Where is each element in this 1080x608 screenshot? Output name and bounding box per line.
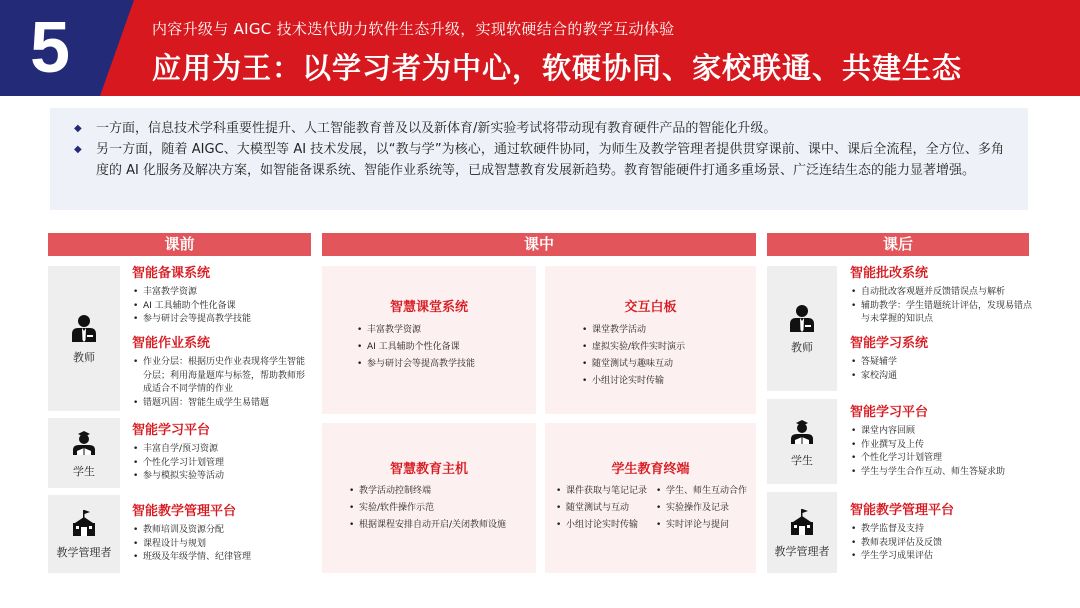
block-smart-lesson-prep: [132, 266, 307, 327]
list-item: • 教学监督及支持: [850, 523, 1032, 537]
list-item: • 课程设计与规划: [132, 538, 307, 552]
block-smart-learning-platform: [850, 405, 1032, 479]
card-interactive-whiteboard: [545, 266, 756, 414]
list-item: • 辅助教学：学生错题统计评估，发现易错点与未掌握的知识点: [850, 300, 1032, 327]
list-item: • 作业分层：根据历史作业表现将学生智能分层；利用海量题库与标签，帮助教师形成适合不同学情的作业: [132, 356, 307, 397]
list-item: • 参与模拟实验等活动: [132, 470, 307, 484]
student-icon: [70, 427, 98, 457]
list-item: • 教学活动控制终端: [348, 483, 506, 500]
list-item: • 丰富教学资源: [356, 322, 475, 339]
list-item: • 学生、师生互动合作: [655, 483, 747, 500]
card-smart-classroom: [322, 266, 536, 414]
role-student: [48, 418, 120, 488]
role-teacher: [767, 266, 837, 391]
teacher-icon: [70, 313, 98, 343]
role-label: 教学管理者: [774, 544, 830, 558]
list-item: • 个性化学习计划管理: [850, 452, 1032, 466]
role-label: 教学管理者: [56, 546, 112, 559]
list-item: • 作业撰写及上传: [850, 439, 1032, 453]
list-item: • 课堂内容回顾: [850, 425, 1032, 439]
block-smart-teaching-management: [132, 504, 307, 565]
list-item: • 随堂测试与趣味互动: [581, 356, 685, 373]
list-item: • AI 工具辅助个性化备课: [132, 300, 307, 314]
list-item: • 实验/软件操作示范: [348, 500, 506, 517]
list-item: • 课堂教学活动: [581, 322, 685, 339]
list-item: • 班级及年级学情、纪律管理: [132, 551, 307, 565]
block-smart-learning-platform: [132, 423, 307, 484]
list-item: • 教师培训及资源分配: [132, 524, 307, 538]
list-item: • 随堂测试与互动: [555, 500, 647, 517]
block-title: 智能学习系统: [850, 336, 929, 351]
block-title: 智能学习平台: [132, 423, 211, 438]
role-teacher: [48, 266, 120, 411]
list-item: • 教师表现评估及反馈: [850, 537, 1032, 551]
block-smart-homework: [132, 336, 307, 410]
card-title: 交互白板: [624, 300, 677, 315]
list-item: • 个性化学习计划管理: [132, 457, 307, 471]
block-title: 智能批改系统: [850, 266, 929, 281]
list-item: • 学生与学生合作互动、师生答疑求助: [850, 466, 1032, 480]
column-header-mid: 课中: [322, 233, 756, 256]
role-admin: [767, 492, 837, 573]
role-label: 教师: [73, 350, 95, 364]
section-number: 5: [29, 8, 71, 88]
section-number-slant: [100, 0, 134, 96]
block-smart-learning-system: [850, 336, 1032, 383]
list-item: • 实验操作及记录: [655, 500, 747, 517]
intro-bullet: ◆ 一方面，信息技术学科重要性提升、人工智能教育普及以及新体育/新实验考试将带动现有教育硬件产品的智能化升级。: [74, 118, 1004, 139]
role-student: [767, 399, 837, 484]
list-item: • 虚拟实验/软件实时演示: [581, 339, 685, 356]
intro-bullet: ◆ 另一方面，随着 AIGC、大模型等 AI 技术发展，以“教与学”为核心，通过软硬件协同，为师生及教学管理者提供贯穿课前、课中、课后全流程，全方位、多角度的 AI 化服务及解决方案，如智能备课系统、智能作业系统等，已成智慧教育发展新趋势。教育智能硬件打通多重场景、广泛连结生态的能力显著增强。: [74, 139, 1004, 181]
page-title: 应用为王：以学习者为中心，软硬协同、家校联通、共建生态: [152, 51, 963, 85]
card-smart-education-host: [322, 423, 536, 573]
list-item: • AI 工具辅助个性化备课: [356, 339, 475, 356]
block-title: 智能教学管理平台: [132, 504, 237, 519]
list-item: • 参与研讨会等提高教学技能: [356, 356, 475, 373]
list-item: • 根据课程安排自动开启/关闭教师设施: [348, 517, 506, 534]
student-icon: [788, 416, 816, 446]
list-item: • 丰富教学资源: [132, 286, 307, 300]
list-item: • 课件获取与笔记记录: [555, 483, 647, 500]
block-title: 智能作业系统: [132, 336, 211, 351]
role-label: 学生: [73, 465, 95, 478]
block-smart-teaching-management: [850, 503, 1032, 564]
list-item: • 错题巩固：智能生成学生易错题: [132, 397, 307, 411]
list-item: • 答疑辅学: [850, 356, 1032, 370]
list-item: • 自动批改客观题并反馈错误点与解析: [850, 286, 1032, 300]
teacher-icon: [788, 303, 816, 333]
list-item: • 小组讨论实时传输: [581, 373, 685, 390]
block-title: 智能备课系统: [132, 266, 211, 281]
page-subtitle: 内容升级与 AIGC 技术迭代助力软件生态升级，实现软硬结合的教学互动体验: [152, 20, 675, 38]
card-student-terminal: [545, 423, 756, 573]
block-smart-grading: [850, 266, 1032, 327]
list-item: • 实时评论与提问: [655, 517, 747, 534]
role-admin: [48, 495, 120, 573]
card-title: 智慧课堂系统: [389, 300, 468, 315]
block-title: 智能学习平台: [850, 405, 929, 420]
column-header-post: 课后: [767, 233, 1029, 256]
list-item: • 家校沟通: [850, 370, 1032, 384]
role-label: 学生: [791, 453, 813, 467]
card-title: 智慧教育主机: [389, 462, 468, 477]
card-title: 学生教育终端: [611, 462, 690, 477]
list-item: • 学生学习成果评估: [850, 550, 1032, 564]
list-item: • 参与研讨会等提高教学技能: [132, 313, 307, 327]
intro-box: [50, 108, 1028, 210]
column-header-pre: 课前: [48, 233, 311, 256]
role-label: 教师: [791, 340, 813, 354]
block-title: 智能教学管理平台: [850, 503, 955, 518]
list-item: • 小组讨论实时传输: [555, 517, 647, 534]
school-building-icon: [70, 508, 98, 538]
list-item: • 丰富自学/预习资源: [132, 443, 307, 457]
school-building-icon: [788, 507, 816, 537]
